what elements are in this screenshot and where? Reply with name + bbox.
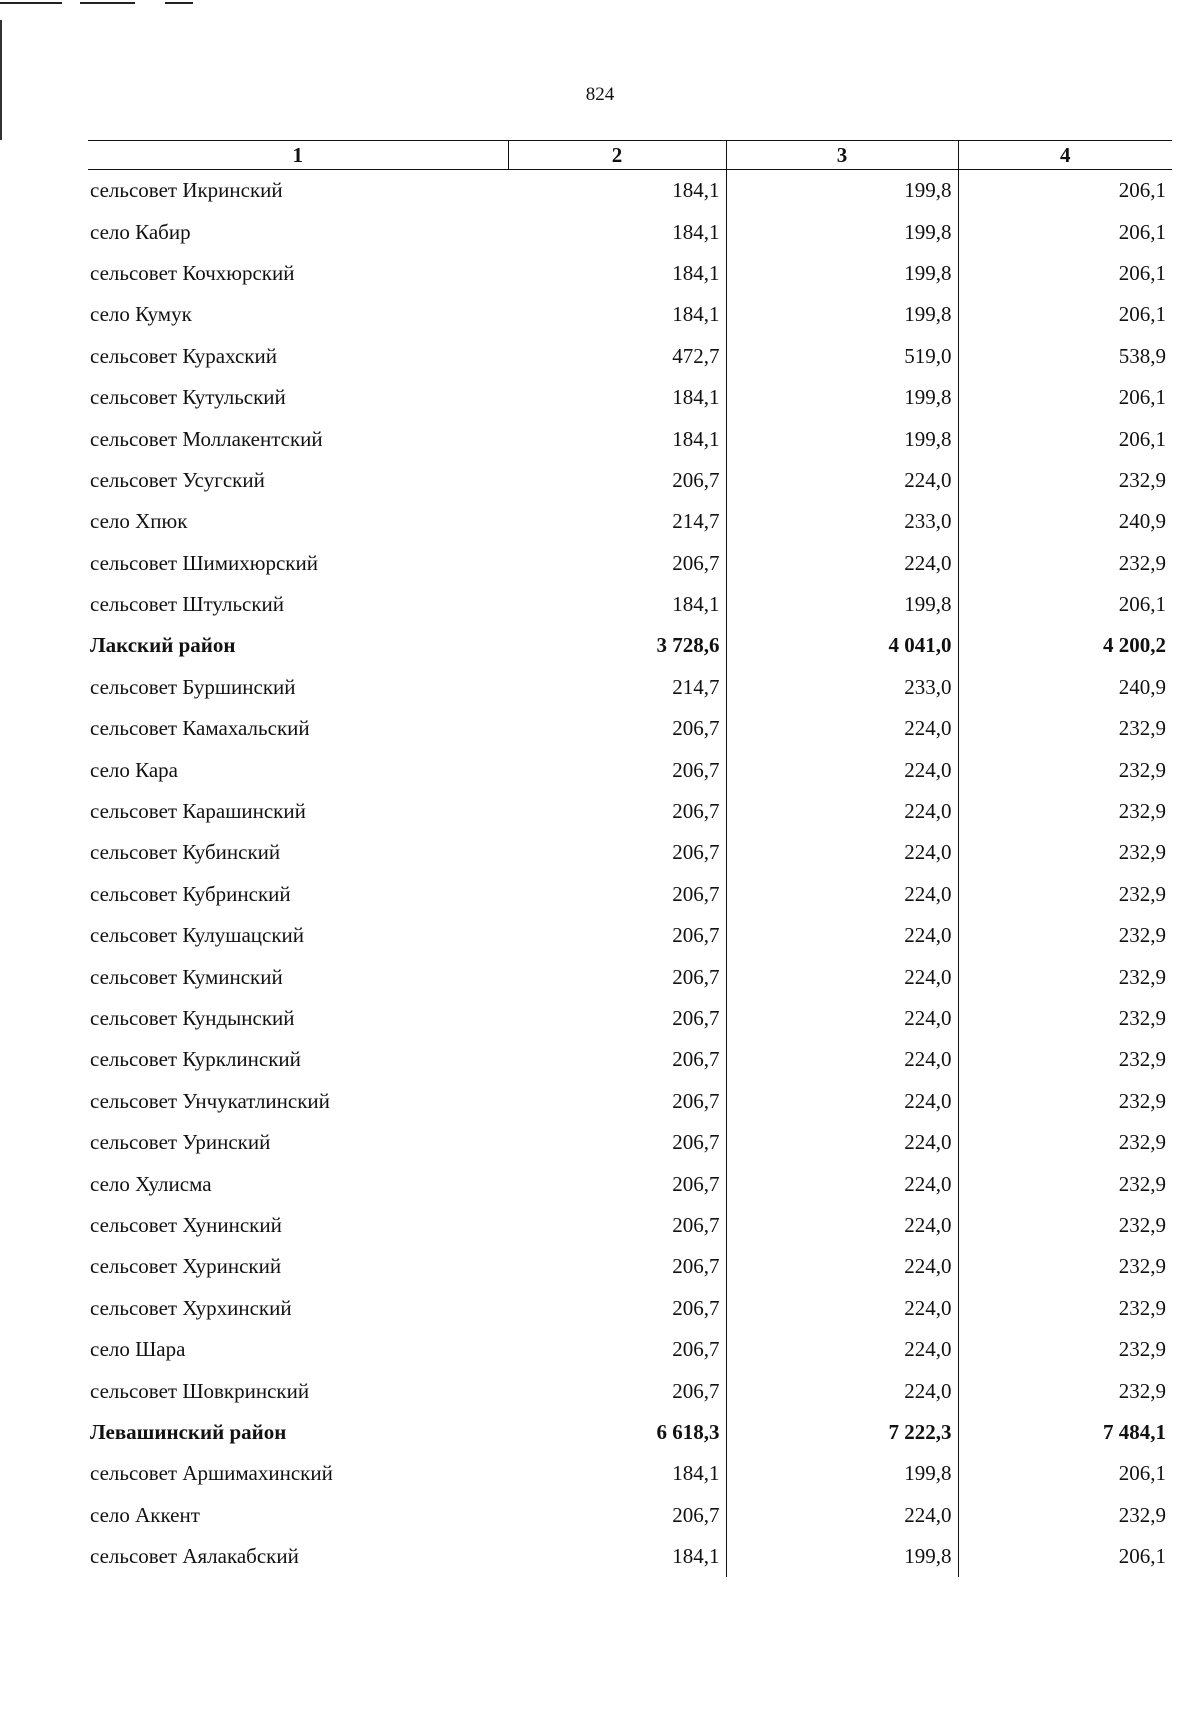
row-name-cell: сельсовет Шимихюрский	[90, 550, 318, 575]
value-cell-col3: 224,0	[726, 832, 958, 873]
table-row	[88, 584, 1172, 625]
value-cell-col3: 224,0	[726, 1288, 958, 1329]
value-cell-col4: 538,9	[1118, 343, 1166, 368]
value-cell-col2: 184,1	[508, 253, 726, 294]
value-cell-col4: 206,1	[1118, 1544, 1166, 1569]
row-name-cell: сельсовет Шовкринский	[90, 1378, 310, 1403]
value-cell-col4: 206,1	[1118, 1461, 1166, 1486]
table-row	[88, 253, 1172, 294]
value-cell-col3: 199,8	[726, 253, 958, 294]
value-cell-col2: 184,1	[508, 418, 726, 459]
value-cell-col2: 214,7	[508, 667, 726, 708]
value-cell-col3: 224,0	[726, 1329, 958, 1370]
row-name-cell: сельсовет Хурхинский	[90, 1295, 292, 1320]
value-cell-col2: 206,7	[508, 1495, 726, 1536]
table-row	[88, 1453, 1172, 1494]
row-name-cell: сельсовет Кулушацский	[90, 923, 305, 948]
value-cell-col3: 199,8	[726, 377, 958, 418]
table-row	[88, 543, 1172, 584]
value-cell-col2: 206,7	[508, 915, 726, 956]
value-cell-col4: 232,9	[1118, 1047, 1166, 1072]
value-cell-col4: 232,9	[1118, 1006, 1166, 1030]
data-table	[88, 140, 1172, 1577]
value-cell-col2: 206,7	[508, 1039, 726, 1080]
value-cell-col3: 224,0	[726, 1081, 958, 1122]
value-cell-col2: 206,7	[508, 460, 726, 501]
value-cell-col3: 233,0	[726, 501, 958, 542]
table-row	[88, 791, 1172, 832]
value-cell-col4: 232,9	[1118, 1295, 1166, 1320]
value-cell-col4: 232,9	[1118, 1130, 1166, 1155]
value-cell-col4: 206,1	[1118, 219, 1166, 244]
value-cell-col2: 184,1	[508, 211, 726, 252]
row-name-cell: село Шара	[90, 1337, 186, 1362]
row-name-cell: село Аккент	[90, 1502, 200, 1527]
table-row	[88, 460, 1172, 501]
value-cell-col3: 199,8	[726, 1536, 958, 1577]
table-row	[88, 1495, 1172, 1536]
table-row	[88, 956, 1172, 997]
value-cell-col3: 224,0	[726, 1246, 958, 1287]
value-cell-col2: 206,7	[508, 1288, 726, 1329]
value-cell-col2: 206,7	[508, 1246, 726, 1287]
table-row	[88, 1081, 1172, 1122]
scan-mark	[0, 2, 62, 4]
value-cell-col2: 206,7	[508, 708, 726, 749]
value-cell-col2: 184,1	[508, 584, 726, 625]
table-row	[88, 1246, 1172, 1287]
value-cell-col3: 199,8	[726, 418, 958, 459]
value-cell-col2: 206,7	[508, 1205, 726, 1246]
value-cell-col3: 199,8	[726, 1453, 958, 1494]
value-cell-col4: 232,9	[1118, 1088, 1166, 1113]
row-name-cell: сельсовет Карашинский	[90, 799, 306, 824]
column-header-4: 4	[958, 141, 1172, 170]
row-name-cell: сельсовет Усугский	[90, 467, 265, 492]
value-cell-col2: 206,7	[508, 1370, 726, 1411]
table-row	[88, 998, 1172, 1039]
row-name-cell: село Хулисма	[90, 1171, 212, 1196]
value-cell-col4: 206,1	[1118, 178, 1166, 203]
page-number: 824	[585, 84, 615, 105]
value-cell-col4: 232,9	[1118, 881, 1166, 906]
value-cell-col4: 232,9	[1118, 923, 1166, 948]
value-cell-col4: 240,9	[1118, 509, 1166, 534]
table-row	[88, 336, 1172, 377]
value-cell-col2: 184,1	[508, 1536, 726, 1577]
table-row	[88, 1288, 1172, 1329]
value-cell-col4: 206,1	[1118, 385, 1166, 410]
table-row	[88, 1039, 1172, 1080]
value-cell-col4: 206,1	[1118, 260, 1166, 285]
value-cell-col3: 224,0	[726, 1122, 958, 1163]
value-cell-col4: 232,9	[1118, 550, 1166, 575]
table-row	[88, 377, 1172, 418]
row-name-cell: сельсовет Аршимахинский	[90, 1461, 333, 1486]
value-cell-col3: 224,0	[726, 749, 958, 790]
value-cell-col3: 224,0	[726, 1205, 958, 1246]
row-name-cell: сельсовет Кубринский	[90, 881, 291, 906]
table-row	[88, 1370, 1172, 1411]
value-cell-col2: 206,7	[508, 956, 726, 997]
district-total-row	[88, 1412, 1172, 1453]
value-cell-col3: 224,0	[726, 874, 958, 915]
value-cell-col2: 206,7	[508, 1329, 726, 1370]
value-cell-col2: 206,7	[508, 543, 726, 584]
value-cell-col4: 232,9	[1118, 1378, 1166, 1403]
value-cell-col4: 232,9	[1118, 716, 1166, 741]
row-name-cell: сельсовет Кубинский	[90, 840, 281, 865]
value-cell-col4: 206,1	[1118, 302, 1166, 327]
value-cell-col3: 224,0	[726, 708, 958, 749]
row-name-cell: сельсовет Моллакентский	[90, 426, 323, 451]
table-row	[88, 1122, 1172, 1163]
table-row	[88, 170, 1172, 212]
column-header-3: 3	[726, 141, 958, 170]
row-name-cell: сельсовет Кочхюрский	[90, 260, 295, 285]
table-row	[88, 501, 1172, 542]
value-cell-col3: 199,8	[726, 170, 958, 212]
value-cell-col4: 232,9	[1118, 799, 1166, 824]
value-cell-col2: 214,7	[508, 501, 726, 542]
row-name-cell: сельсовет Куминский	[90, 964, 283, 989]
value-cell-col2: 206,7	[508, 1081, 726, 1122]
table-row	[88, 418, 1172, 459]
scan-edge	[0, 20, 2, 140]
row-name-cell: сельсовет Штульский	[90, 592, 285, 617]
row-name-cell: сельсовет Хунинский	[90, 1212, 282, 1237]
value-cell-col4: 232,9	[1118, 840, 1166, 865]
value-cell-col2: 184,1	[508, 294, 726, 335]
value-cell-col3: 199,8	[726, 584, 958, 625]
table-row	[88, 874, 1172, 915]
value-cell-col3: 224,0	[726, 915, 958, 956]
row-name-cell: сельсовет Курахский	[90, 343, 277, 368]
row-name-cell: село Хпюк	[90, 509, 188, 534]
table-row	[88, 708, 1172, 749]
row-name-cell: сельсовет Унчукатлинский	[90, 1088, 330, 1113]
value-cell-col3: 224,0	[726, 1370, 958, 1411]
value-cell-col3: 224,0	[726, 1039, 958, 1080]
table-header-row	[88, 141, 1172, 170]
value-cell-col2: 6 618,3	[508, 1412, 726, 1453]
value-cell-col4: 232,9	[1118, 1212, 1166, 1237]
value-cell-col3: 4 041,0	[726, 625, 958, 666]
value-cell-col2: 206,7	[508, 791, 726, 832]
value-cell-col4: 240,9	[1118, 674, 1166, 699]
row-name-cell: сельсовет Икринский	[90, 178, 283, 203]
district-total-row	[88, 625, 1172, 666]
table-row	[88, 1163, 1172, 1204]
value-cell-col3: 224,0	[726, 956, 958, 997]
value-cell-col2: 3 728,6	[508, 625, 726, 666]
row-name-cell: село Кара	[90, 757, 178, 782]
value-cell-col3: 224,0	[726, 543, 958, 584]
value-cell-col2: 206,7	[508, 1122, 726, 1163]
table-body	[88, 170, 1172, 1578]
scan-mark	[165, 2, 193, 4]
column-header-1: 1	[88, 141, 508, 170]
table-row	[88, 1329, 1172, 1370]
value-cell-col2: 206,7	[508, 1163, 726, 1204]
row-name-cell: сельсовет Хуринский	[90, 1254, 282, 1279]
value-cell-col4: 232,9	[1118, 964, 1166, 989]
value-cell-col4: 4 200,2	[1103, 633, 1166, 658]
value-cell-col2: 472,7	[508, 336, 726, 377]
value-cell-col3: 233,0	[726, 667, 958, 708]
table-row	[88, 832, 1172, 873]
value-cell-col2: 184,1	[508, 1453, 726, 1494]
value-cell-col3: 7 222,3	[726, 1412, 958, 1453]
value-cell-col3: 199,8	[726, 211, 958, 252]
value-cell-col4: 232,9	[1118, 1171, 1166, 1196]
row-name-cell: село Кумук	[90, 302, 192, 327]
value-cell-col2: 206,7	[508, 998, 726, 1039]
row-name-cell: сельсовет Аялакабский	[90, 1544, 299, 1569]
value-cell-col4: 232,9	[1118, 1254, 1166, 1279]
table-row	[88, 294, 1172, 335]
row-name-cell: Лакский район	[90, 633, 236, 658]
value-cell-col3: 224,0	[726, 791, 958, 832]
table-row	[88, 749, 1172, 790]
value-cell-col2: 206,7	[508, 749, 726, 790]
value-cell-col4: 7 484,1	[1103, 1419, 1166, 1444]
row-name-cell: сельсовет Кутульский	[90, 385, 286, 410]
value-cell-col2: 206,7	[508, 832, 726, 873]
value-cell-col4: 232,9	[1118, 1502, 1166, 1527]
table-row	[88, 211, 1172, 252]
value-cell-col3: 224,0	[726, 1495, 958, 1536]
row-name-cell: сельсовет Уринский	[90, 1130, 271, 1155]
table-row	[88, 1205, 1172, 1246]
table-row	[88, 667, 1172, 708]
value-cell-col2: 184,1	[508, 377, 726, 418]
value-cell-col4: 232,9	[1118, 1337, 1166, 1362]
row-name-cell: сельсовет Курклинский	[90, 1047, 301, 1072]
column-header-2: 2	[508, 141, 726, 170]
table-row	[88, 1536, 1172, 1577]
table-row	[88, 915, 1172, 956]
scan-mark	[80, 2, 135, 4]
value-cell-col2: 206,7	[508, 874, 726, 915]
value-cell-col4: 232,9	[1118, 467, 1166, 492]
value-cell-col3: 199,8	[726, 294, 958, 335]
value-cell-col4: 206,1	[1118, 592, 1166, 617]
row-name-cell: сельсовет Буршинский	[90, 674, 296, 699]
value-cell-col4: 206,1	[1118, 426, 1166, 451]
row-name-cell: село Кабир	[90, 219, 191, 244]
value-cell-col2: 184,1	[508, 170, 726, 212]
value-cell-col3: 224,0	[726, 998, 958, 1039]
value-cell-col4: 232,9	[1118, 757, 1166, 782]
row-name-cell: сельсовет Камахальский	[90, 716, 310, 741]
value-cell-col3: 224,0	[726, 460, 958, 501]
value-cell-col3: 519,0	[726, 336, 958, 377]
row-name-cell: сельсовет Кундынский	[90, 1006, 295, 1030]
row-name-cell: Левашинский район	[90, 1419, 287, 1444]
value-cell-col3: 224,0	[726, 1163, 958, 1204]
